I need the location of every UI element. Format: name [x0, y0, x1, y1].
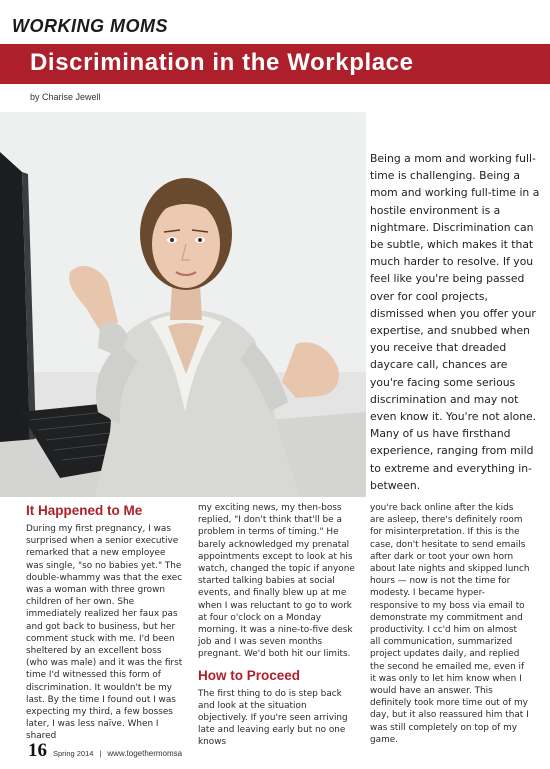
page-footer: [28, 740, 528, 764]
section-label: WORKING MOMS: [12, 16, 168, 36]
byline: by Charise Jewell: [30, 92, 101, 102]
footer-separator: |: [99, 749, 102, 758]
title-band: [0, 44, 550, 84]
woman-at-desk-illustration: [0, 112, 366, 497]
hero-photo: [0, 112, 366, 497]
website-link[interactable]: www.togethermomsa: [107, 749, 183, 758]
column-2-text-b: The first thing to do is step back and look at the situation objectively. If you're seen arriving late and leaving early but no one knows: [198, 688, 348, 748]
column-1: [26, 502, 184, 743]
issue-date: Spring 2014: [53, 749, 94, 758]
heading-it-happened: It Happened to Me: [26, 503, 143, 518]
page-number: 16: [28, 740, 47, 761]
heading-how-to-proceed: How to Proceed: [198, 667, 301, 683]
intro-paragraph: Being a mom and working full-time is challenging. Being a mom and working full-time in a hostile environment is a nightmare. Discrimination can be subtle, which makes it that much harder to resolve. If you feel like you're being passed over for cool projects, dismissed when you offer your expertise, and snubbed when you receive that dreaded daycare call, chances are you're facing some serious discrimination and may not even know it. You're not alone. Many of us have firsthand experience, ranging from mild to extreme and everything in-between.: [370, 152, 540, 492]
column-2: [198, 502, 356, 749]
column-2-text: my exciting news, my then-boss replied, "I don't think that'll be a problem in terms of timing." He barely acknowledged my prenatal appointments except to look at his watch, changed the topic if anyone started talking babies at social events, and finally blew up at me when I was reluctant to go to work at four o'clock on a Monday morning. It was a nine-to-five desk job and I was seven months pregnant. We'd both hit our limits.: [198, 503, 355, 660]
column-3-text: you're back online after the kids are asleep, there's definitely room for misinterpretation. If this is the case, don't hesitate to send emails after dark or toot your own horn about late nights and skipped lunch hours — now is not the time for modesty. I became hyper-responsive to my boss via email to demonstrate my commitment and productivity. I cc'd him on almost all communication, summarized project updates daily, and replied the second he emailed me, even if it was only to let him know when I would have an answer. This definitely took more time out of my day, but it also reassured him that I was still completely on top of my game.: [370, 503, 530, 745]
article-title: Discrimination in the Workplace: [30, 49, 414, 76]
column-3: [370, 502, 530, 746]
column-1-text: During my first pregnancy, I was surprised when a senior executive remarked that a new employee was single, "so no babies yet." The double-whammy was that the exec was a woman with three grown children of her own. She immediately realized her faux pas and got back to business, but her comment stuck with me. I'd been sheltered by an excellent boss (who was male) and it was the first time I'd witnessed this form of discrimination. It wouldn't be my last. By the time I found out I was expecting my third, a few bosses later, I was less naïve. When I shared: [26, 524, 183, 742]
